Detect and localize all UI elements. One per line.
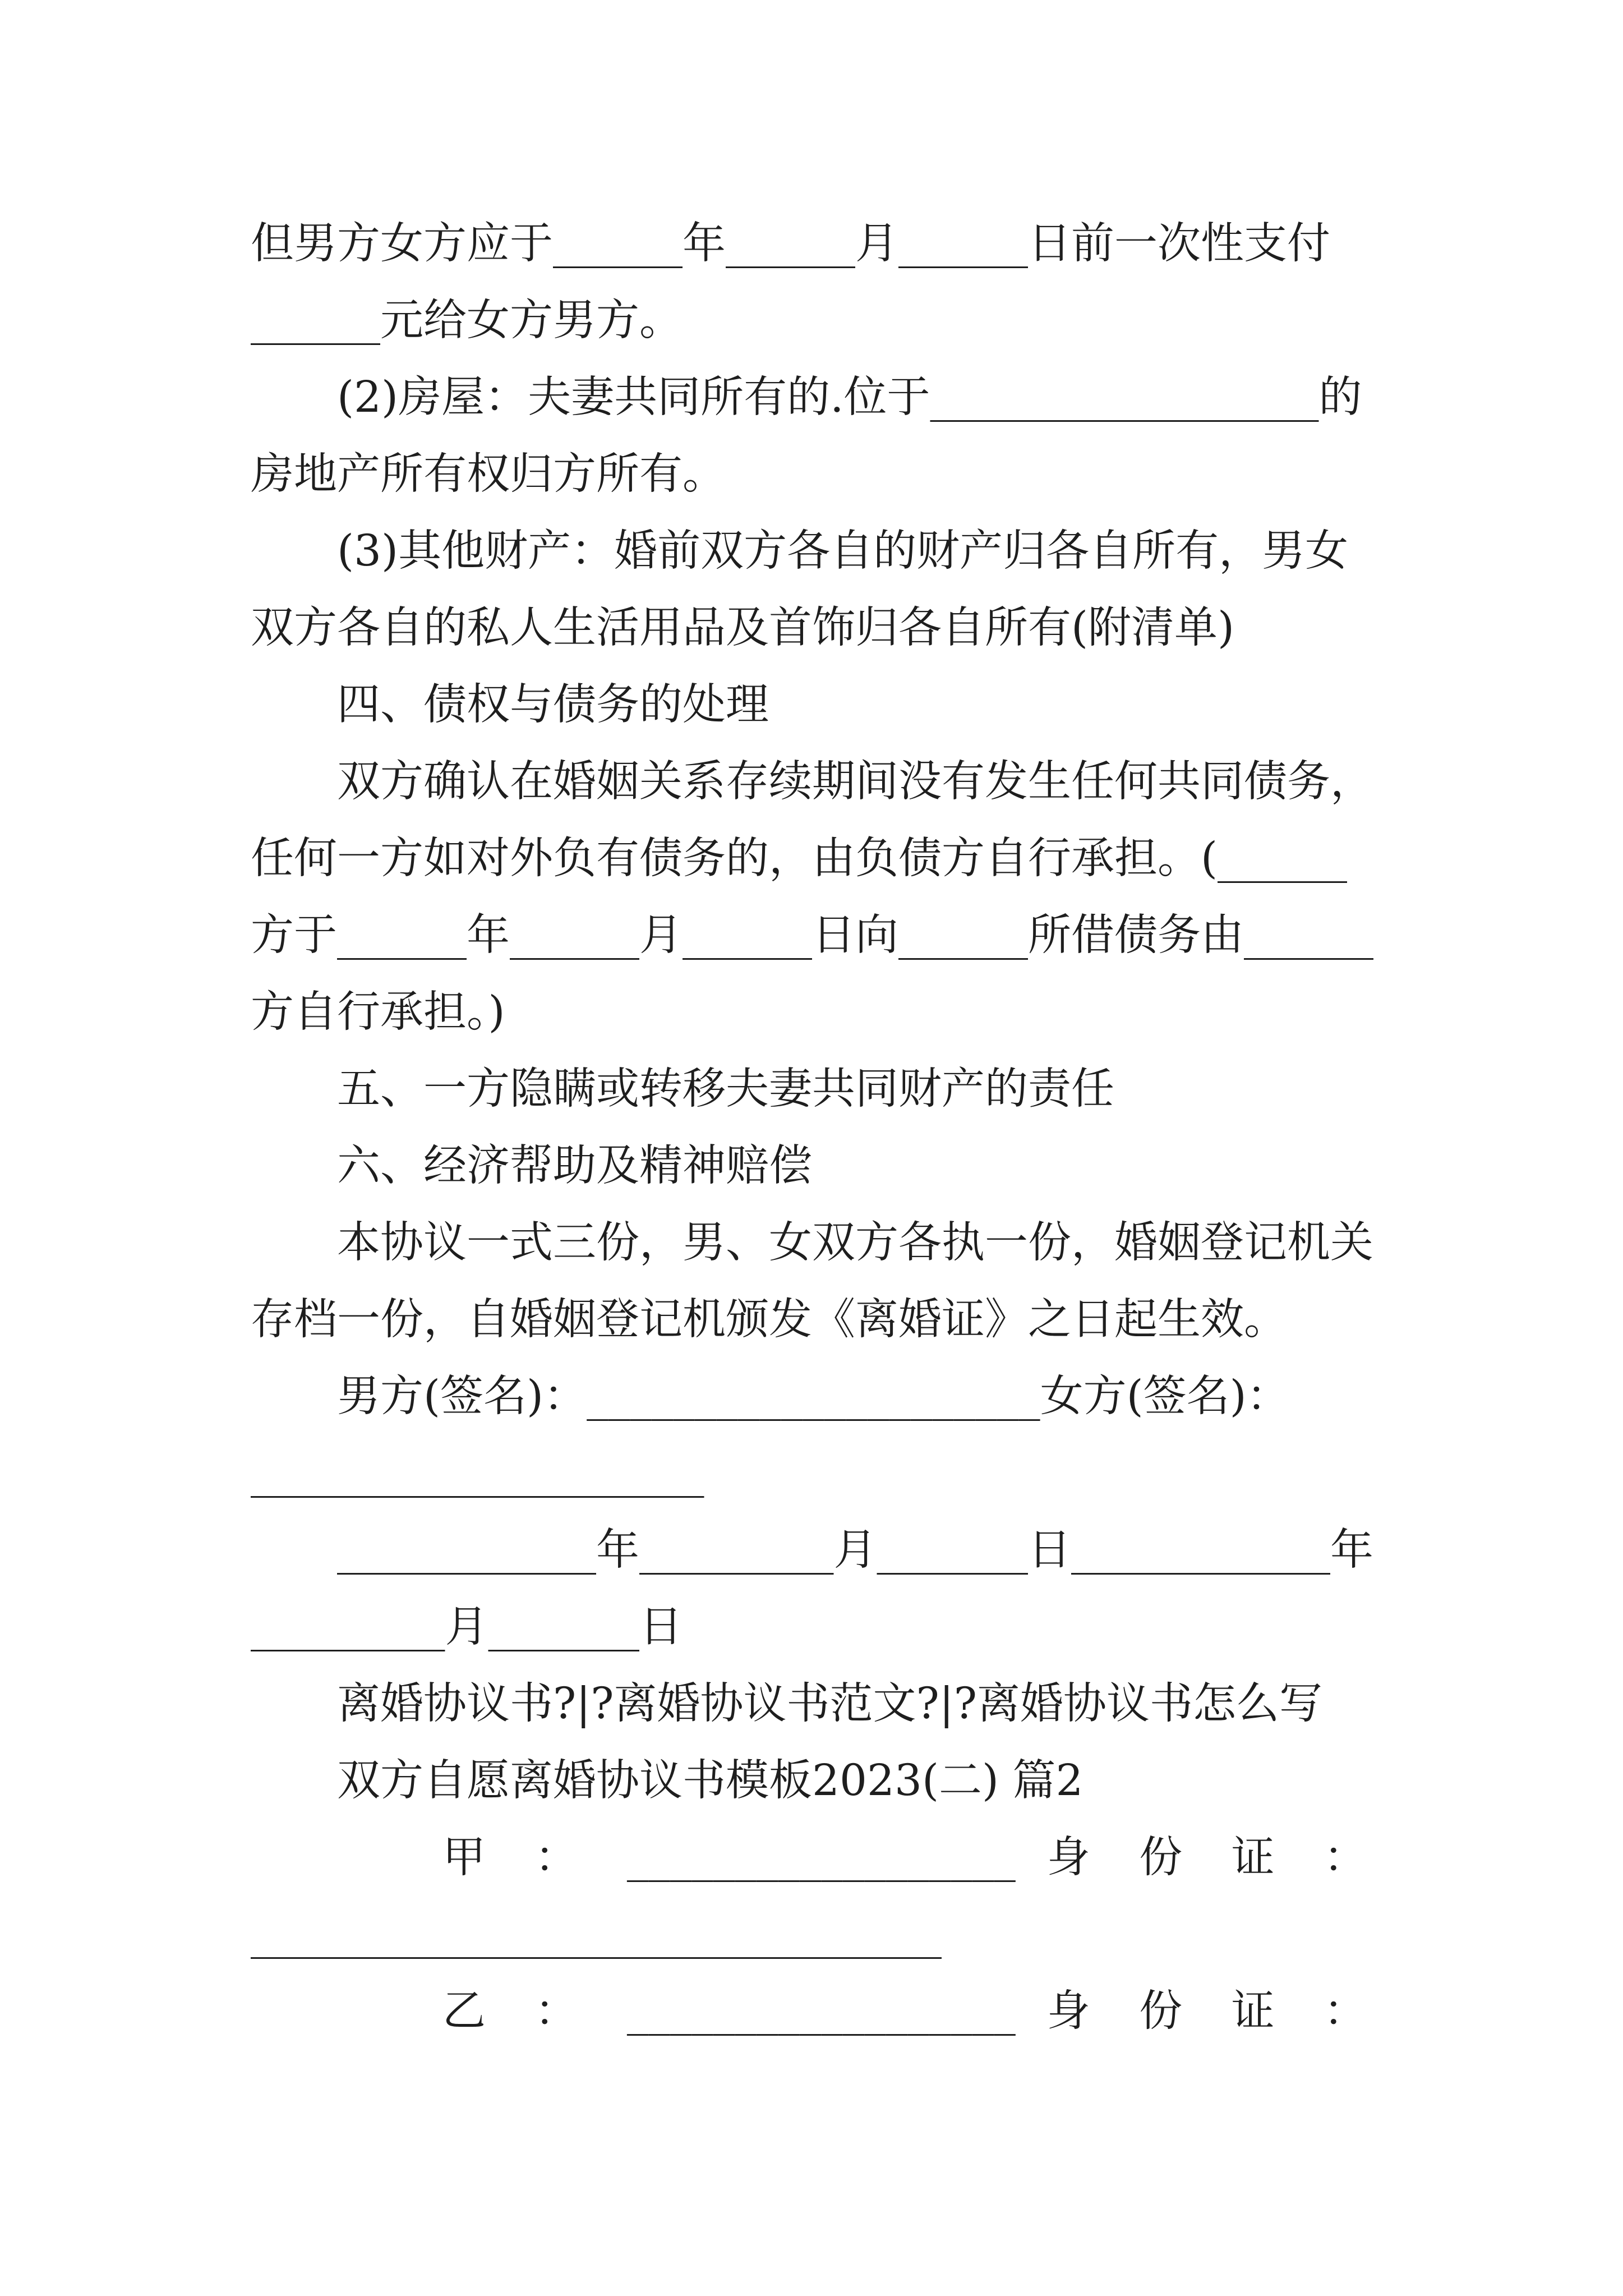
section-heading-compensation: 六、经济帮助及精神赔偿 <box>337 1141 812 1191</box>
text-line: 方于______年______月______日向______所借债务由______ <box>251 910 1373 960</box>
text-line: 房地产所有权归方所有。 <box>251 449 726 499</box>
text-line: 双方确认在婚姻关系存续期间没有发生任何共同债务， <box>337 757 1373 807</box>
clause-other-property: (3)其他财产：婚前双方各自的财产归各自所有，男女 <box>337 526 1349 576</box>
text-line: 本协议一式三份，男、女双方各执一份，婚姻登记机关 <box>337 1218 1373 1268</box>
party-a-line: 甲 ： __________________ 身 份 证 ： <box>442 1833 1367 1883</box>
keywords-line: 离婚协议书?|?离婚协议书范文?|?离婚协议书怎么写 <box>337 1679 1323 1729</box>
signature-blank: _____________________ <box>251 1448 704 1498</box>
section-title: 双方自愿离婚协议书模板2023(二) 篇2 <box>337 1756 1083 1806</box>
clause-house: (2)房屋：夫妻共同所有的.位于__________________的 <box>337 372 1362 422</box>
text-line: 方自行承担。) <box>251 987 505 1037</box>
text-line: ______元给女方男方。 <box>251 296 683 346</box>
document-body <box>251 205 1389 2050</box>
text-line: 存档一份，自婚姻登记机颁发《离婚证》之日起生效。 <box>251 1295 1287 1345</box>
signature-line: 男方(签名)：_____________________女方(签名)： <box>337 1372 1290 1421</box>
text-line: 双方各自的私人生活用品及首饰归各自所有(附清单) <box>251 603 1235 653</box>
party-b-line: 乙 ： __________________ 身 份 证 ： <box>442 1986 1367 2036</box>
date-line: _________月_______日 <box>251 1602 683 1652</box>
date-line: ____________年_________月_______日____________年 <box>337 1525 1373 1575</box>
section-heading-debts: 四、债权与债务的处理 <box>337 680 769 730</box>
text-line: 任何一方如对外负有债务的，由负债方自行承担。(______ <box>251 834 1348 884</box>
id-blank: ________________________________ <box>251 1910 942 1959</box>
text-line: 但男方女方应于______年______月______日前一次性支付 <box>251 219 1330 269</box>
section-heading-concealment: 五、一方隐瞒或转移夫妻共同财产的责任 <box>337 1064 1114 1114</box>
